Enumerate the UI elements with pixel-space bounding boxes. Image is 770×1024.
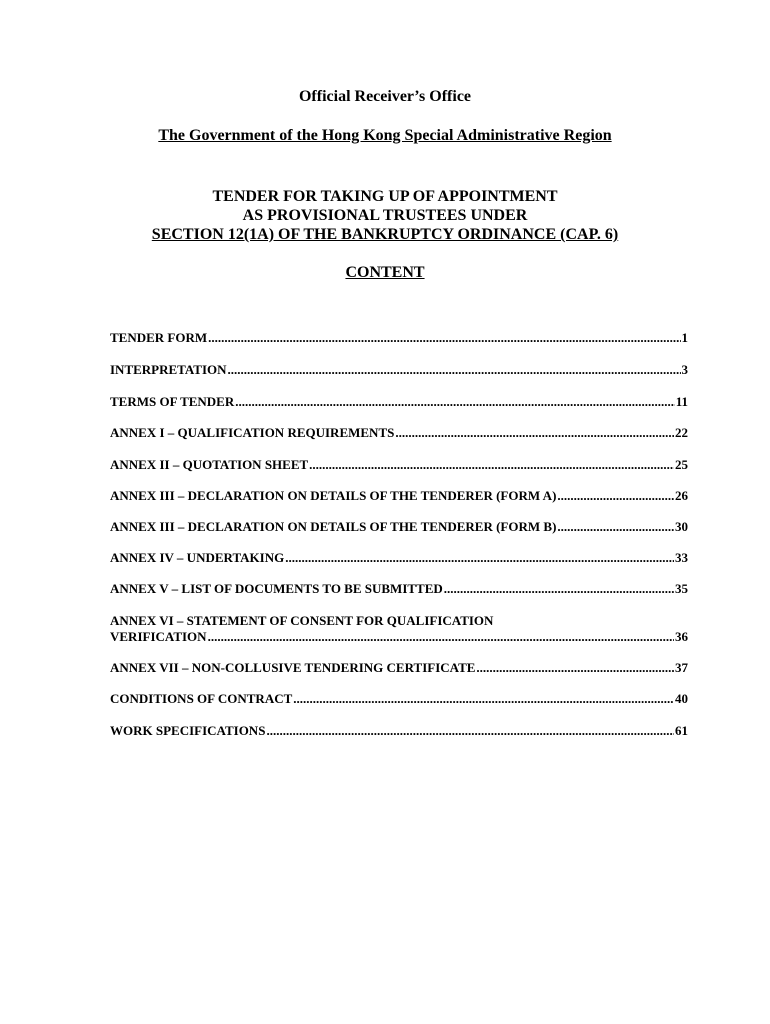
toc-entry-title: ANNEX IV – UNDERTAKING [110, 550, 285, 565]
toc-entry-title-line-1: ANNEX VI – STATEMENT OF CONSENT FOR QUALIFICATION [110, 613, 494, 628]
toc-entry-title: ANNEX V – LIST OF DOCUMENTS TO BE SUBMITTED [110, 581, 443, 596]
toc-page-number: 61 [675, 723, 688, 738]
toc-entry-title: WORK SPECIFICATIONS [110, 723, 266, 738]
toc-entry-conditions-of-contract[interactable] [110, 691, 688, 707]
toc-page-number: 40 [675, 691, 688, 706]
toc-page-number: 3 [681, 362, 688, 377]
toc-entry-title: ANNEX I – QUALIFICATION REQUIREMENTS [110, 425, 395, 440]
toc-entry-title: ANNEX VII – NON-COLLUSIVE TENDERING CERTIFICATE [110, 660, 476, 675]
toc-page-number: 11 [675, 394, 688, 409]
title-line-3: SECTION 12(1A) OF THE BANKRUPTCY ORDINANCE (CAP. 6) [151, 226, 619, 243]
toc-page-number: 1 [681, 330, 688, 345]
toc-page-number: 25 [675, 457, 688, 472]
content-heading: CONTENT [345, 264, 425, 281]
toc-page-number: 26 [675, 488, 688, 503]
toc-entry-interpretation[interactable] [110, 362, 688, 378]
toc-page-number: 37 [675, 660, 688, 675]
government-name: The Government of the Hong Kong Special Administrative Region [158, 127, 612, 144]
toc-entry-title: ANNEX III – DECLARATION ON DETAILS OF THE TENDERER (FORM B) [110, 519, 557, 534]
toc-entry-work-specifications[interactable] [110, 723, 688, 739]
toc-entry-annex-3-form-b[interactable] [110, 519, 688, 535]
toc-leader-dots [235, 394, 674, 410]
toc-page-number: 22 [675, 425, 688, 440]
document-title [0, 187, 770, 244]
toc-leader-dots [208, 629, 674, 645]
toc-entry-title: TENDER FORM [110, 330, 208, 345]
toc-entry-annex-5[interactable] [110, 581, 688, 597]
toc-page-number: 30 [675, 519, 688, 534]
toc-entry-title: VERIFICATION [110, 629, 207, 644]
title-line-1: TENDER FOR TAKING UP OF APPOINTMENT [212, 188, 558, 205]
toc-entry-title: INTERPRETATION [110, 362, 227, 377]
toc-leader-dots [293, 691, 674, 707]
toc-entry-annex-4[interactable] [110, 550, 688, 566]
toc-entry-title: ANNEX III – DECLARATION ON DETAILS OF THE TENDERER (FORM A) [110, 488, 557, 503]
toc-leader-dots [309, 457, 674, 473]
toc-entry-tender-form[interactable] [110, 330, 688, 346]
toc-entry-annex-7[interactable] [110, 660, 688, 676]
toc-entry-annex-2[interactable] [110, 457, 688, 473]
office-name: Official Receiver’s Office [298, 88, 472, 105]
toc-entry-title: CONDITIONS OF CONTRACT [110, 691, 293, 706]
toc-leader-dots [208, 330, 680, 346]
toc-page-number: 35 [675, 581, 688, 596]
toc-leader-dots [557, 488, 674, 504]
toc-entry-annex-6[interactable] [110, 613, 688, 645]
toc-leader-dots [476, 660, 674, 676]
toc-leader-dots [266, 723, 674, 739]
toc-leader-dots [557, 519, 674, 535]
toc-leader-dots [444, 581, 674, 597]
toc-leader-dots [395, 425, 674, 441]
title-line-2: AS PROVISIONAL TRUSTEES UNDER [242, 207, 528, 224]
toc-entry-annex-3-form-a[interactable] [110, 488, 688, 504]
toc-entry-terms-of-tender[interactable] [110, 394, 688, 410]
toc-page-number: 33 [675, 550, 688, 565]
toc-page-number: 36 [675, 629, 688, 644]
toc-entry-annex-1[interactable] [110, 425, 688, 441]
toc-leader-dots [285, 550, 674, 566]
toc-entry-title: ANNEX II – QUOTATION SHEET [110, 457, 309, 472]
toc-leader-dots [228, 362, 681, 378]
toc-entry-title: TERMS OF TENDER [110, 394, 235, 409]
